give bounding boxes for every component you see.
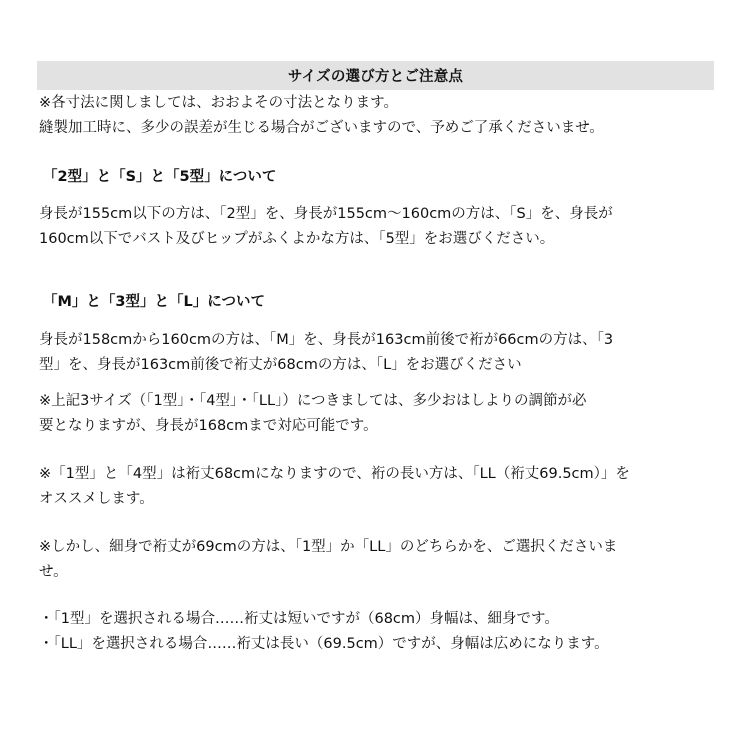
intro-line: ※各寸法に関しましては、おおよその寸法となります。 <box>39 95 398 111</box>
section1-paragraph <box>37 202 714 252</box>
section2-line: 型」を、身長が163cm前後で裄丈が68cmの方は、「L」をお選びください <box>39 357 522 373</box>
intro-line: 縫製加工時に、多少の誤差が生じる場合がございますので、予めご了承くださいませ。 <box>39 120 604 136</box>
section2-paragraph <box>37 328 714 378</box>
section2-line: 身長が158cmから160cmの方は、「M」を、身長が163cm前後で裄が66cmの方は、「3 <box>39 332 614 348</box>
note3-line: ※しかし、細身で裄丈が69cmの方は、「1型」か「LL」のどちらかを、ご選択くださいま <box>39 539 618 555</box>
intro-paragraph <box>37 91 714 141</box>
title-text: サイズの選び方とご注意点 <box>287 69 464 85</box>
size-guide <box>37 61 714 657</box>
bullet-item: ・「1型」を選択される場合……裄丈は短いですが（68cm）身幅は、細身です。 <box>39 611 559 627</box>
note2-line: ※「1型」と「4型」は裄丈68cmになりますので、裄の長い方は、「LL（裄丈69.5cm）」を <box>39 466 630 482</box>
note3-line: せ。 <box>39 564 68 580</box>
section1-line: 160cm以下でバスト及びヒップがふくよかな方は、「5型」をお選びください。 <box>39 231 555 247</box>
section-heading-2-s-5: 「2型」と「S」と「5型」について <box>43 169 277 185</box>
note1-line: 要となりますが、身長が168cmまで対応可能です。 <box>39 418 378 434</box>
note-three-sizes <box>37 389 714 439</box>
note-slim-69 <box>37 535 714 585</box>
section1-line: 身長が155cm以下の方は、「2型」を、身長が155cm〜160cmの方は、「S」を、身長が <box>39 206 613 222</box>
page-title <box>37 61 714 90</box>
section-heading-m-3-l: 「M」と「3型」と「L」について <box>43 294 265 310</box>
note1-line: ※上記3サイズ（「1型」・「4型」・「LL」）につきましては、多少おはしよりの調節が必 <box>39 393 587 409</box>
bullet-item: ・「LL」を選択される場合……裄丈は長い（69.5cm）ですが、身幅は広めになります。 <box>39 636 609 652</box>
note2-line: オススメします。 <box>39 491 154 507</box>
note-1-4-sleeve <box>37 462 714 512</box>
bullet-list <box>37 607 714 657</box>
